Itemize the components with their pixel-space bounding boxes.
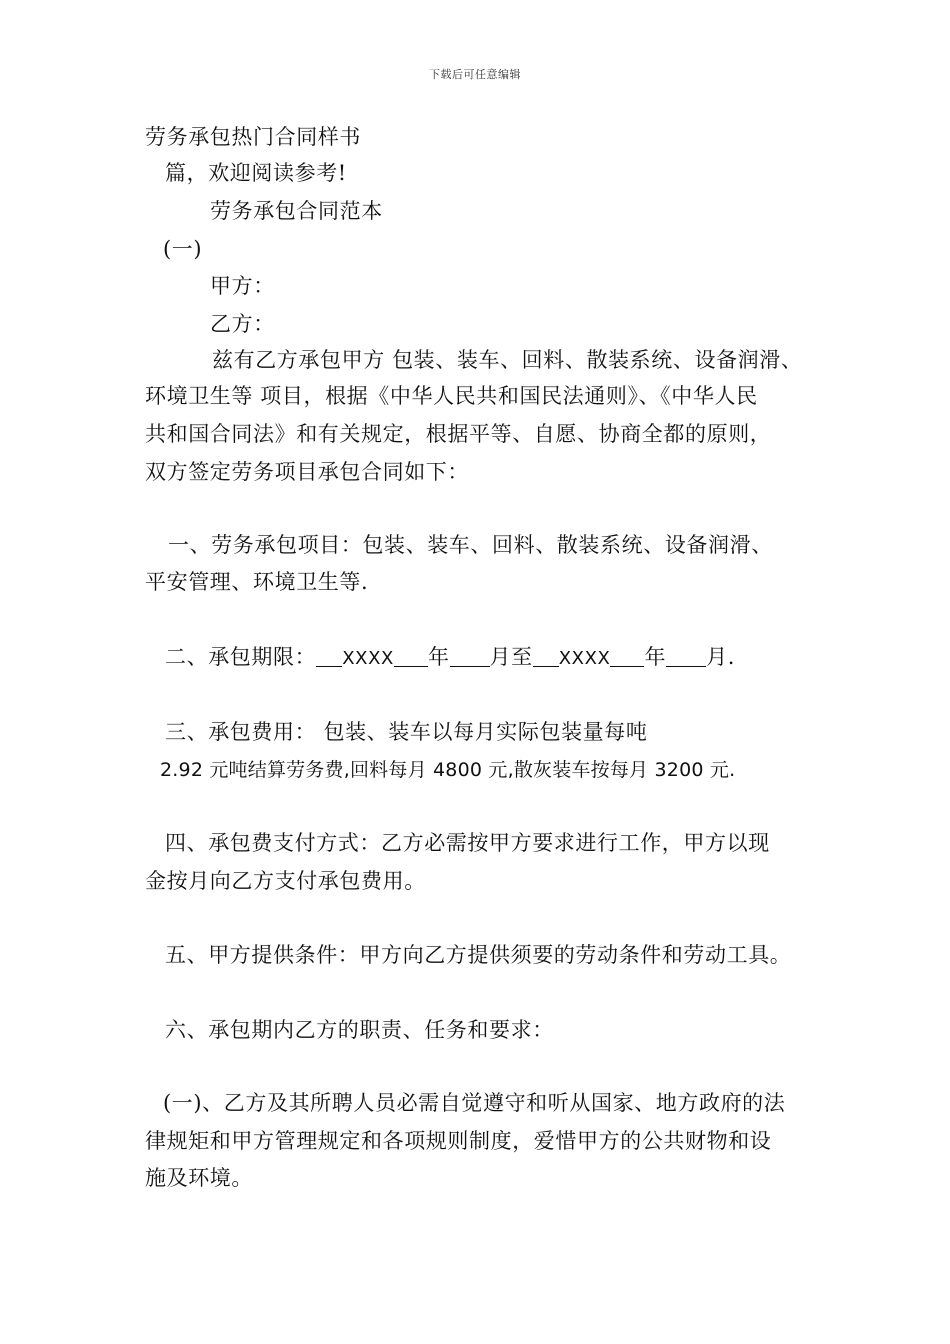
clause-4-line: 四、承包费支付方式：乙方必需按甲方要求进行工作，甲方以现 xyxy=(165,831,770,855)
clause-6-1-line: 律规矩和甲方管理规定和各项规则制度，爱惜甲方的公共财物和设 xyxy=(145,1129,772,1153)
clause-6-heading: 六、承包期内乙方的职责、任务和要求： xyxy=(165,1018,554,1042)
intro-line: 篇，欢迎阅读参考! xyxy=(165,161,347,185)
month-to-char: 月至 xyxy=(489,645,533,669)
party-b-label: 乙方： xyxy=(210,312,275,336)
clause-3-line: 三、承包费用： 包装、装车以每月实际包装量每吨 xyxy=(165,720,648,744)
end-month-char: 月. xyxy=(706,645,735,669)
blank-line xyxy=(316,646,342,667)
year-char-2: 年 xyxy=(644,645,667,669)
clause-6-1-line: 施及环境。 xyxy=(145,1166,253,1190)
preamble-line: 双方签定劳务项目承包合同如下： xyxy=(145,460,469,484)
blank-line xyxy=(666,646,706,667)
clause-2-label: 二、承包期限： xyxy=(165,645,317,669)
header-note: 下载后可任意编辑 xyxy=(429,68,521,81)
section-one-mark: (一) xyxy=(163,237,203,261)
contract-subtitle: 劳务承包合同范本 xyxy=(210,199,383,223)
preamble-line: 环境卫生等 项目，根据《中华人民共和国民法通则》、《中华人民 xyxy=(145,384,758,408)
document-title: 劳务承包热门合同样书 xyxy=(145,125,361,149)
preamble-line: 共和国合同法》和有关规定，根据平等、自愿、协商全都的原则， xyxy=(145,422,772,446)
clause-5-line: 五、甲方提供条件：甲方向乙方提供须要的劳动条件和劳动工具。 xyxy=(165,943,792,967)
clause-1-line: 一、劳务承包项目：包装、装车、回料、散装系统、设备润滑、 xyxy=(168,533,773,557)
start-year-value: XXXX xyxy=(342,648,394,669)
clause-3-line: 2.92 元吨结算劳务费,回料每月 4800 元,散灰装车按每月 3200 元. xyxy=(160,759,736,781)
clause-6-1-line: (一)、乙方及其所聘人员必需自觉遵守和听从国家、地方政府的法 xyxy=(163,1091,786,1115)
blank-line xyxy=(533,646,559,667)
clause-1-line: 平安管理、环境卫生等. xyxy=(145,570,369,594)
clause-2-term xyxy=(165,643,735,673)
blank-line xyxy=(450,646,490,667)
party-a-label: 甲方： xyxy=(210,274,275,298)
end-year-value: XXXX xyxy=(558,648,611,669)
clause-4-line: 金按月向乙方支付承包费用。 xyxy=(145,869,426,893)
blank-line xyxy=(610,646,644,667)
preamble-line: 兹有乙方承包甲方 包装、装车、回料、散装系统、设备润滑、 xyxy=(212,348,803,372)
year-char: 年 xyxy=(427,645,450,669)
blank-line xyxy=(394,646,428,667)
